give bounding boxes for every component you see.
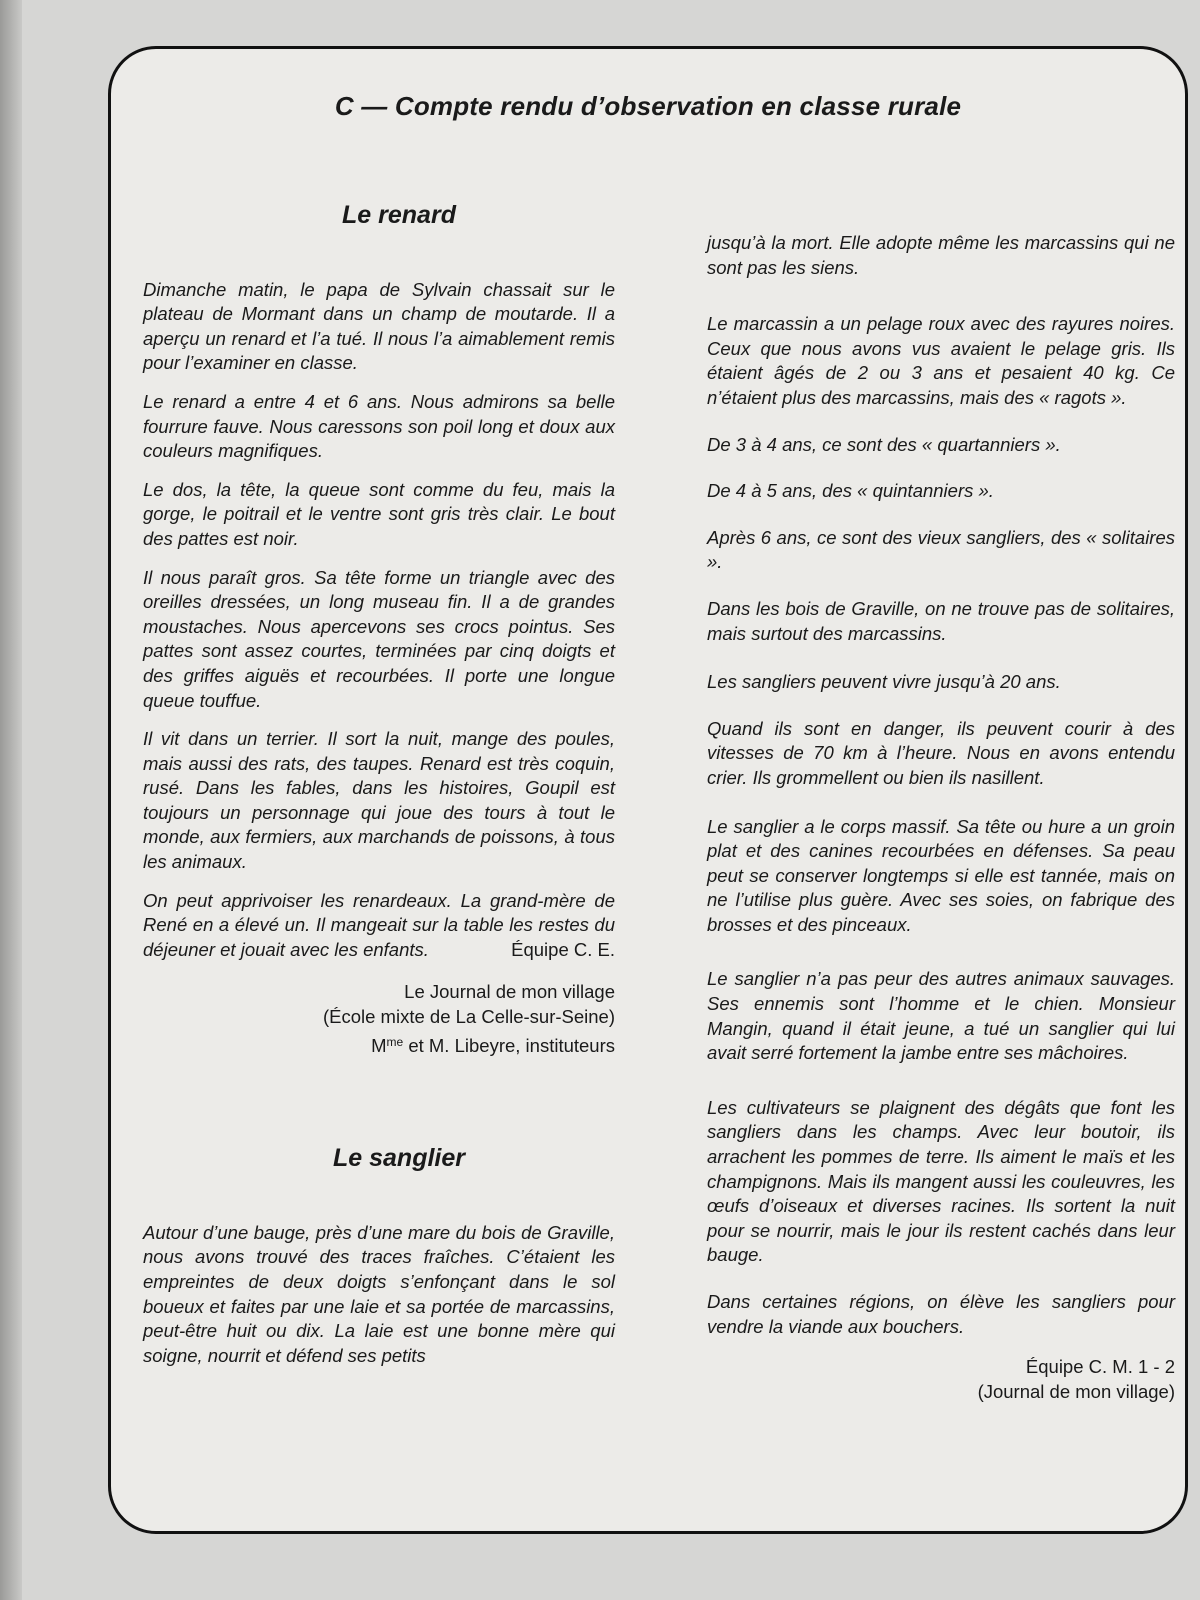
paragraph: Dans les bois de Graville, on ne trouve pas de solitaires, mais surtout des marcassins. — [707, 597, 1175, 644]
signature-sanglier: Équipe C. M. 1 - 2 — [1025, 1356, 1175, 1378]
paragraph: Il vit dans un terrier. Il sort la nuit, mange des poules, mais aussi des rats, des taupes. Renard est très coquin, rusé. Dans les fables, dans les histoires, Goupil est toujours un personnage qui joue des tours à tout le monde, aux fermiers, aux marchands de poissons, à tous les animaux. — [143, 728, 615, 873]
right-column — [707, 231, 1175, 1404]
signature-renard: Équipe C. E. — [511, 938, 615, 960]
paragraph: Les cultivateurs se plaignent des dégâts que font les sangliers dans les champs. Avec leur boutoir, ils arrachent les pommes de terre. Ils aiment le maïs et les champignons. Mais ils mangent aussi les couleuvres, les œufs d’oiseaux et diverses racines. Ils sortent la nuit pour se nourrir, mais le jour ils restent cachés dans leur bauge. — [707, 1096, 1175, 1266]
credit-line: $M^{me}$ et M. Libeyre, instituteurs — [371, 1034, 615, 1056]
credit-line: (Journal de mon village) — [977, 1380, 1175, 1402]
paragraph: Quand ils sont en danger, ils peuvent courir à des vitesses de 70 km à l’heure. Nous en avons entendu crier. Ils grommellent ou bien ils nasillent. — [707, 717, 1175, 788]
page — [22, 0, 1200, 1600]
paragraph — [143, 889, 615, 963]
paragraph: jusqu’à la mort. Elle adopte même les marcassins qui ne sont pas les siens. — [707, 232, 1175, 278]
left-column — [143, 203, 615, 1382]
paragraph: De 3 à 4 ans, ce sont des « quartanniers ». — [707, 433, 1061, 455]
paragraph: Le marcassin a un pelage roux avec des rayures noires. Ceux que nous avons vus avaient le pelage gris. Ils étaient âgés de 2 ou 3 ans et pesaient 40 kg. Ce n’étaient plus des marcassins, mais des « ragots ». — [707, 313, 1175, 408]
article-frame — [108, 46, 1188, 1534]
paragraph: Le sanglier a le corps massif. Sa tête ou hure a un groin plat et des canines recourbées en défenses. Sa peau peut se conserver longtemps si elle est tannée, mais on ne l’utilise plus guère. Avec ses soies, on fabrique des brosses et des pinceaux. — [707, 815, 1175, 935]
paragraph: Les sangliers peuvent vivre jusqu’à 20 ans. — [707, 671, 1061, 693]
credit-line: (École mixte de La Celle-sur-Seine) — [322, 1006, 615, 1028]
paragraph: Après 6 ans, ce sont des vieux sangliers, des « solitaires ». — [707, 526, 1175, 573]
paragraph: Dimanche matin, le papa de Sylvain chassait sur le plateau de Mormant dans un champ de moutarde. Il a aperçu un renard et l’a tué. Il nous l’a aimablement remis pour l’examiner en classe. — [143, 278, 615, 374]
paragraph: Le renard a entre 4 et 6 ans. Nous admirons sa belle fourrure fauve. Nous caressons son poil long et doux aux couleurs magnifiques. — [143, 390, 615, 462]
paragraph: Le dos, la tête, la queue sont comme du feu, mais la gorge, le poitrail et le ventre sont gris très clair. Le bout des pattes est noir. — [143, 478, 615, 549]
paragraph: Autour d’une bauge, près d’une mare du bois de Graville, nous avons trouvé des traces fraîches. C’étaient les empreintes de deux doigts s’enfonçant dans le sol boueux et faites par une laie et sa portée de marcassins, peut-être huit ou dix. La laie est une bonne mère qui soigne, nourrit et défend ses petits — [143, 1221, 615, 1366]
heading-sanglier: Le sanglier — [333, 1144, 465, 1173]
credit-sanglier — [707, 1355, 1175, 1404]
section-title: C — Compte rendu d’observation en classe rurale — [334, 91, 962, 121]
paragraph: Il nous paraît gros. Sa tête forme un triangle avec des oreilles dressées, un long museau fin. Il a de grandes moustaches. Nous apercevons ses crocs pointus. Ses pattes sont assez courtes, terminées par cinq doigts et des griffes aiguës et recourbées. Il porte une longue queue touffue. — [143, 566, 615, 711]
paragraph: Le sanglier n’a pas peur des autres animaux sauvages. Ses ennemis sont l’homme et le chien. Monsieur Mangin, quand il était jeune, a tué un sanglier qui lui avait serré fortement la jambe entre ses mâchoires. — [707, 968, 1175, 1064]
paragraph: De 4 à 5 ans, des « quintanniers ». — [707, 480, 994, 502]
paragraph-text: On peut apprivoiser les renardeaux. La grand-mère de René en a élevé un. Il mangeait sur la table les restes du déjeuner et jouait avec les enfants. — [143, 889, 615, 960]
credit-line: Le Journal de mon village — [404, 981, 615, 1003]
credit-renard — [143, 980, 615, 1058]
paragraph: Dans certaines régions, on élève les sangliers pour vendre la viande aux bouchers. — [707, 1291, 1175, 1337]
heading-renard: Le renard — [342, 201, 456, 229]
page-binding-edge — [0, 0, 22, 1600]
